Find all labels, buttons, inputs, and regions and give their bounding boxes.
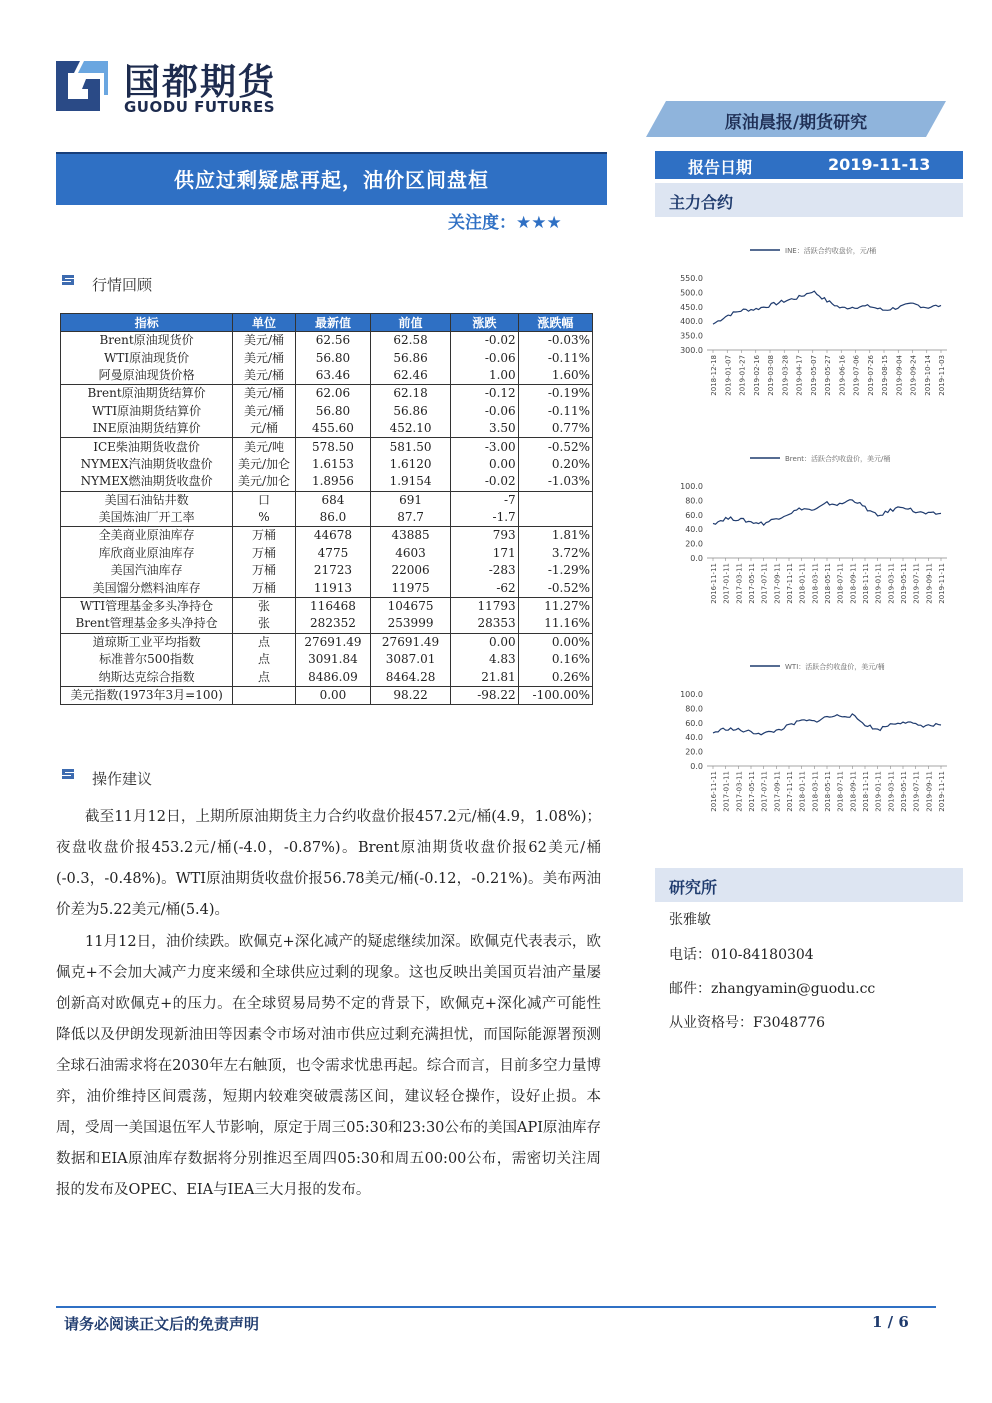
x-tick-label: 2019-11-11: [938, 771, 946, 812]
table-cell: -283: [451, 562, 519, 579]
col-header: 涨跌幅: [518, 314, 592, 332]
x-tick-label: 2019-03-28: [781, 355, 790, 396]
x-tick-label: 2018-07-11: [836, 771, 845, 812]
table-cell: 美国汽油库存: [61, 562, 233, 579]
x-tick-label: 2019-02-16: [752, 355, 761, 396]
y-tick-label: 300.0: [680, 346, 703, 355]
table-cell: -98.22: [451, 686, 519, 704]
y-tick-label: 350.0: [680, 331, 703, 341]
x-tick-label: 2018-11-11: [862, 771, 870, 812]
table-cell: 道琼斯工业平均指数: [61, 633, 233, 651]
y-tick-label: 450.0: [680, 302, 703, 312]
x-tick-label: 2019-09-11: [925, 563, 934, 604]
table-cell: 点: [233, 668, 296, 686]
analyst-email: 邮件：zhangyamin@guodu.cc: [669, 981, 876, 997]
table-cell: 0.77%: [518, 420, 592, 438]
table-cell: 1.8956: [295, 473, 370, 491]
analyst-phone: 电话：010-84180304: [669, 947, 814, 963]
table-row: [61, 456, 593, 473]
series-line: [713, 714, 941, 735]
col-header: 最新值: [295, 314, 370, 332]
col-header: 前值: [371, 314, 451, 332]
x-tick-label: 2019-09-24: [909, 355, 918, 396]
series-line: [713, 500, 941, 525]
y-tick-label: 400.0: [680, 317, 703, 327]
table-cell: 库欣商业原油库存: [61, 545, 233, 562]
table-cell: 万桶: [233, 562, 296, 579]
table-cell: 8464.28: [371, 668, 451, 686]
table-cell: 0.00: [451, 633, 519, 651]
x-tick-label: 2017-07-11: [760, 771, 769, 812]
table-row: [61, 579, 593, 597]
table-cell: 11913: [295, 579, 370, 597]
table-cell: -0.11%: [518, 349, 592, 366]
market-data-table: [60, 313, 593, 705]
company-name-en: GUODU FUTURES: [124, 98, 276, 116]
footer-rule: [56, 1306, 936, 1308]
table-cell: [518, 491, 592, 509]
x-tick-label: 2017-09-11: [773, 771, 782, 812]
table-row: [61, 332, 593, 350]
x-tick-label: 2019-09-04: [895, 355, 904, 396]
table-cell: 793: [451, 527, 519, 545]
table-cell: 116468: [295, 597, 370, 615]
legend-label: INE：活跃合约收盘价，元/桶: [785, 247, 877, 255]
y-tick-label: 20.0: [685, 539, 703, 549]
table-cell: 62.18: [371, 385, 451, 403]
section-icon: [60, 274, 76, 286]
x-tick-label: 2019-05-07: [809, 355, 818, 396]
table-cell: 美国馏分燃料油库存: [61, 579, 233, 597]
x-tick-label: 2019-11-03: [938, 355, 946, 396]
x-tick-label: 2019-07-26: [866, 355, 875, 396]
table-cell: -0.52%: [518, 438, 592, 456]
table-cell: -0.06: [451, 349, 519, 366]
table-cell: 点: [233, 651, 296, 668]
table-cell: 万桶: [233, 527, 296, 545]
y-tick-label: 40.0: [685, 733, 703, 743]
table-cell: 美元/桶: [233, 403, 296, 420]
legend-label: WTI：活跃合约收盘价，美元/桶: [785, 663, 885, 671]
table-cell: 口: [233, 491, 296, 509]
table-cell: %: [233, 509, 296, 527]
x-tick-label: 2019-01-07: [724, 355, 733, 396]
table-cell: -1.7: [451, 509, 519, 527]
table-header-row: [61, 314, 593, 332]
table-cell: 4603: [371, 545, 451, 562]
table-cell: 56.86: [371, 349, 451, 366]
series-line: [713, 291, 941, 324]
table-cell: 62.06: [295, 385, 370, 403]
table-cell: 美元/桶: [233, 349, 296, 366]
y-tick-label: 60.0: [685, 510, 703, 520]
table-cell: -0.12: [451, 385, 519, 403]
table-cell: 元/桶: [233, 420, 296, 438]
x-tick-label: 2019-01-11: [874, 771, 883, 812]
table-row: [61, 597, 593, 615]
table-cell: Brent管理基金多头净持仓: [61, 615, 233, 633]
table-cell: 3.50: [451, 420, 519, 438]
table-cell: 43885: [371, 527, 451, 545]
table-row: [61, 668, 593, 686]
table-cell: WTI原油期货结算价: [61, 403, 233, 420]
x-tick-label: 2018-01-11: [798, 563, 807, 604]
table-row: [61, 403, 593, 420]
x-tick-label: 2019-09-11: [925, 771, 934, 812]
x-tick-label: 2018-05-11: [824, 563, 832, 604]
table-cell: 美元/加仑: [233, 473, 296, 491]
x-tick-label: 2019-11-11: [938, 563, 946, 604]
x-tick-label: 2017-11-11: [786, 563, 794, 604]
table-cell: 张: [233, 615, 296, 633]
table-cell: 21.81: [451, 668, 519, 686]
table-cell: [518, 509, 592, 527]
table-cell: 0.00: [451, 456, 519, 473]
x-tick-label: 2017-09-11: [773, 563, 782, 604]
table-row: [61, 473, 593, 491]
table-cell: 阿曼原油现货价格: [61, 367, 233, 385]
legend-label: Brent：活跃合约收盘价，美元/桶: [785, 455, 891, 463]
table-cell: 美元/桶: [233, 385, 296, 403]
table-cell: 11.16%: [518, 615, 592, 633]
table-cell: 3.72%: [518, 545, 592, 562]
table-cell: Brent原油现货价: [61, 332, 233, 350]
table-cell: 56.80: [295, 349, 370, 366]
table-cell: -1.03%: [518, 473, 592, 491]
y-tick-label: 500.0: [680, 288, 703, 298]
table-cell: 87.7: [371, 509, 451, 527]
x-tick-label: 2017-11-11: [786, 771, 794, 812]
table-cell: 1.00: [451, 367, 519, 385]
table-cell: 455.60: [295, 420, 370, 438]
table-row: [61, 686, 593, 704]
page-number: 1 / 6: [872, 1313, 909, 1331]
x-tick-label: 2017-05-11: [748, 563, 756, 604]
report-date-value: 2019-11-13: [828, 155, 931, 174]
table-cell: 美元指数(1973年3月=100): [61, 686, 233, 704]
table-cell: 56.80: [295, 403, 370, 420]
table-cell: 171: [451, 545, 519, 562]
y-tick-label: 0.0: [690, 762, 703, 771]
table-cell: -0.02: [451, 332, 519, 350]
y-tick-label: 80.0: [685, 704, 703, 714]
attention-label: 关注度：: [448, 213, 516, 233]
x-tick-label: 2019-07-11: [912, 563, 921, 604]
table-cell: 11.27%: [518, 597, 592, 615]
x-tick-label: 2017-01-11: [722, 771, 731, 812]
col-header: 单位: [233, 314, 296, 332]
table-row: [61, 420, 593, 438]
y-tick-label: 60.0: [685, 718, 703, 728]
x-tick-label: 2017-07-11: [760, 563, 769, 604]
y-tick-label: 550.0: [680, 274, 703, 283]
table-cell: 1.9154: [371, 473, 451, 491]
table-cell: -3.00: [451, 438, 519, 456]
table-cell: NYMEX汽油期货收盘价: [61, 456, 233, 473]
table-cell: -7: [451, 491, 519, 509]
table-row: [61, 367, 593, 385]
table-cell: 28353: [451, 615, 519, 633]
analyst-name: 张雅敏: [669, 912, 711, 928]
x-tick-label: 2018-11-11: [862, 563, 870, 604]
table-cell: 452.10: [371, 420, 451, 438]
x-tick-label: 2018-07-11: [836, 563, 845, 604]
table-cell: 张: [233, 597, 296, 615]
table-cell: 1.60%: [518, 367, 592, 385]
x-tick-label: 2018-09-11: [849, 771, 858, 812]
table-row: [61, 562, 593, 579]
col-header: 涨跌: [451, 314, 519, 332]
x-tick-label: 2016-11-11: [710, 771, 718, 812]
table-cell: 万桶: [233, 579, 296, 597]
table-cell: 63.46: [295, 367, 370, 385]
x-tick-label: 2019-07-06: [852, 355, 861, 396]
table-cell: -0.11%: [518, 403, 592, 420]
table-cell: 1.81%: [518, 527, 592, 545]
ine-price-chart: [655, 238, 955, 410]
x-tick-label: 2019-05-27: [824, 355, 832, 396]
table-cell: -1.29%: [518, 562, 592, 579]
x-tick-label: 2019-03-11: [887, 771, 896, 812]
table-cell: 美元/加仑: [233, 456, 296, 473]
table-cell: 56.86: [371, 403, 451, 420]
table-cell: 98.22: [371, 686, 451, 704]
x-tick-label: 2016-11-11: [710, 563, 718, 604]
y-tick-label: 20.0: [685, 747, 703, 757]
table-cell: -0.02: [451, 473, 519, 491]
table-row: [61, 349, 593, 366]
table-cell: 62.46: [371, 367, 451, 385]
main-contract-title: 主力合约: [669, 193, 734, 212]
table-cell: -0.03%: [518, 332, 592, 350]
table-row: [61, 615, 593, 633]
table-row: [61, 509, 593, 527]
x-tick-label: 2018-05-11: [824, 771, 832, 812]
table-cell: 253999: [371, 615, 451, 633]
attention-rating: [448, 208, 562, 233]
table-row: [61, 545, 593, 562]
section-title-market: 行情回顾: [92, 276, 153, 294]
table-row: [61, 527, 593, 545]
table-row: [61, 385, 593, 403]
table-cell: 11793: [451, 597, 519, 615]
x-tick-label: 2019-10-14: [923, 355, 932, 396]
table-cell: 点: [233, 633, 296, 651]
table-cell: 美元/桶: [233, 367, 296, 385]
y-tick-label: 0.0: [690, 554, 703, 563]
table-cell: 4775: [295, 545, 370, 562]
section-icon: [60, 768, 76, 780]
report-date-label: 报告日期: [688, 158, 753, 177]
table-cell: 8486.09: [295, 668, 370, 686]
table-cell: 86.0: [295, 509, 370, 527]
table-cell: 27691.49: [295, 633, 370, 651]
x-tick-label: 2019-04-17: [795, 355, 804, 396]
table-cell: -0.19%: [518, 385, 592, 403]
report-type-label: 原油晨报/期货研究: [724, 113, 868, 133]
table-cell: 全美商业原油库存: [61, 527, 233, 545]
x-tick-label: 2018-01-11: [798, 771, 807, 812]
x-tick-label: 2017-03-11: [735, 563, 744, 604]
table-cell: 纳斯达克综合指数: [61, 668, 233, 686]
x-tick-label: 2017-01-11: [722, 563, 731, 604]
x-tick-label: 2017-05-11: [748, 771, 756, 812]
table-cell: 44678: [295, 527, 370, 545]
table-cell: 27691.49: [371, 633, 451, 651]
table-cell: 1.6153: [295, 456, 370, 473]
disclaimer-note: 请务必阅读正文后的免责声明: [64, 1315, 260, 1333]
table-cell: 0.20%: [518, 456, 592, 473]
table-cell: 282352: [295, 615, 370, 633]
y-tick-label: 80.0: [685, 496, 703, 506]
y-tick-label: 100.0: [680, 482, 703, 491]
x-tick-label: 2019-03-08: [767, 355, 775, 396]
paragraph-analysis: 11月12日，油价续跌。欧佩克+深化减产的疑虑继续加深。欧佩克代表表示，欧佩克+不会加大减产力度来缓和全球供应过剩的现象。这也反映出美国页岩油产量屡创新高对欧佩克+的压力。在全球贸易局势不定的背景下，欧佩克+深化减产可能性降低以及伊朗发现新油田等因素令市场对油市供应过剩充满担忧，而国际能源署预测全球石油需求将在2030年左右触顶，也令需求忧患再起。综合而言，目前多空力量博弈，油价维持区间震荡，短期内较难突破震荡区间，建议轻仓操作，设好止损。本周，受周一美国退伍军人节影响，原定于周三05:30和23:30公布的美国API原油库存数据和EIA原油库存数据将分别推迟至周四05:30和周五00:00公布，需密切关注周报的发布及OPEC、EIA与IEA三大月报的发布。: [56, 934, 601, 1198]
wti-price-chart: [655, 654, 955, 826]
table-cell: WTI管理基金多头净持仓: [61, 597, 233, 615]
x-tick-label: 2017-03-11: [735, 771, 744, 812]
table-cell: 684: [295, 491, 370, 509]
research-title: 研究所: [669, 878, 718, 897]
x-tick-label: 2019-06-16: [838, 355, 847, 396]
company-logo-icon: [52, 55, 112, 117]
table-cell: -62: [451, 579, 519, 597]
table-cell: 62.58: [371, 332, 451, 350]
x-tick-label: 2019-05-11: [900, 563, 908, 604]
paragraph-summary: 截至11月12日，上期所原油期货主力合约收盘价报457.2元/桶(4.9，1.08%)；夜盘收盘价报453.2元/桶(-4.0，-0.87%)。Brent原油期货收盘价报62美元/桶(-0.3，-0.48%)。WTI原油期货收盘价报56.78美元/桶(-0.12，-0.21%)。美布两油价差为5.22美元/桶(5.4)。: [56, 809, 601, 918]
table-row: [61, 651, 593, 668]
table-cell: 3087.01: [371, 651, 451, 668]
y-tick-label: 100.0: [680, 690, 703, 699]
table-cell: 美元/吨: [233, 438, 296, 456]
table-cell: 691: [371, 491, 451, 509]
table-cell: 美国炼油厂开工率: [61, 509, 233, 527]
table-cell: ICE柴油期货收盘价: [61, 438, 233, 456]
table-cell: WTI原油现货价: [61, 349, 233, 366]
x-tick-label: 2018-03-11: [811, 563, 820, 604]
table-cell: 4.83: [451, 651, 519, 668]
section-title-advice: 操作建议: [92, 770, 153, 788]
analyst-license: 从业资格号：F3048776: [669, 1015, 826, 1031]
company-name-cn: 国都期货: [124, 62, 277, 103]
x-tick-label: 2019-08-15: [881, 355, 889, 396]
table-cell: 581.50: [371, 438, 451, 456]
report-title: 供应过剩疑虑再起，油价区间盘桓: [174, 168, 489, 192]
x-tick-label: 2019-01-27: [738, 355, 747, 396]
table-cell: 万桶: [233, 545, 296, 562]
table-row: [61, 438, 593, 456]
attention-stars: ★★★: [516, 213, 562, 233]
x-tick-label: 2018-09-11: [849, 563, 858, 604]
table-cell: 1.6120: [371, 456, 451, 473]
table-cell: Brent原油期货结算价: [61, 385, 233, 403]
x-tick-label: 2019-03-11: [887, 563, 896, 604]
table-cell: 22006: [371, 562, 451, 579]
table-cell: INE原油期货结算价: [61, 420, 233, 438]
table-cell: 21723: [295, 562, 370, 579]
table-cell: 3091.84: [295, 651, 370, 668]
table-cell: 0.16%: [518, 651, 592, 668]
table-cell: -0.52%: [518, 579, 592, 597]
table-cell: [233, 686, 296, 704]
table-cell: 62.56: [295, 332, 370, 350]
y-tick-label: 40.0: [685, 525, 703, 535]
table-cell: 0.00%: [518, 633, 592, 651]
col-header: 指标: [61, 314, 233, 332]
table-row: [61, 633, 593, 651]
x-tick-label: 2019-01-11: [874, 563, 883, 604]
x-tick-label: 2019-07-11: [912, 771, 921, 812]
brent-price-chart: [655, 446, 955, 618]
table-row: [61, 491, 593, 509]
table-cell: 11975: [371, 579, 451, 597]
x-tick-label: 2018-12-18: [710, 355, 718, 396]
x-tick-label: 2019-05-11: [900, 771, 908, 812]
table-cell: 578.50: [295, 438, 370, 456]
table-cell: 104675: [371, 597, 451, 615]
x-tick-label: 2018-03-11: [811, 771, 820, 812]
table-cell: -0.06: [451, 403, 519, 420]
table-cell: 美元/桶: [233, 332, 296, 350]
table-cell: 美国石油钻井数: [61, 491, 233, 509]
table-cell: 0.00: [295, 686, 370, 704]
table-cell: 0.26%: [518, 668, 592, 686]
table-cell: NYMEX燃油期货收盘价: [61, 473, 233, 491]
table-cell: -100.00%: [518, 686, 592, 704]
table-cell: 标准普尔500指数: [61, 651, 233, 668]
